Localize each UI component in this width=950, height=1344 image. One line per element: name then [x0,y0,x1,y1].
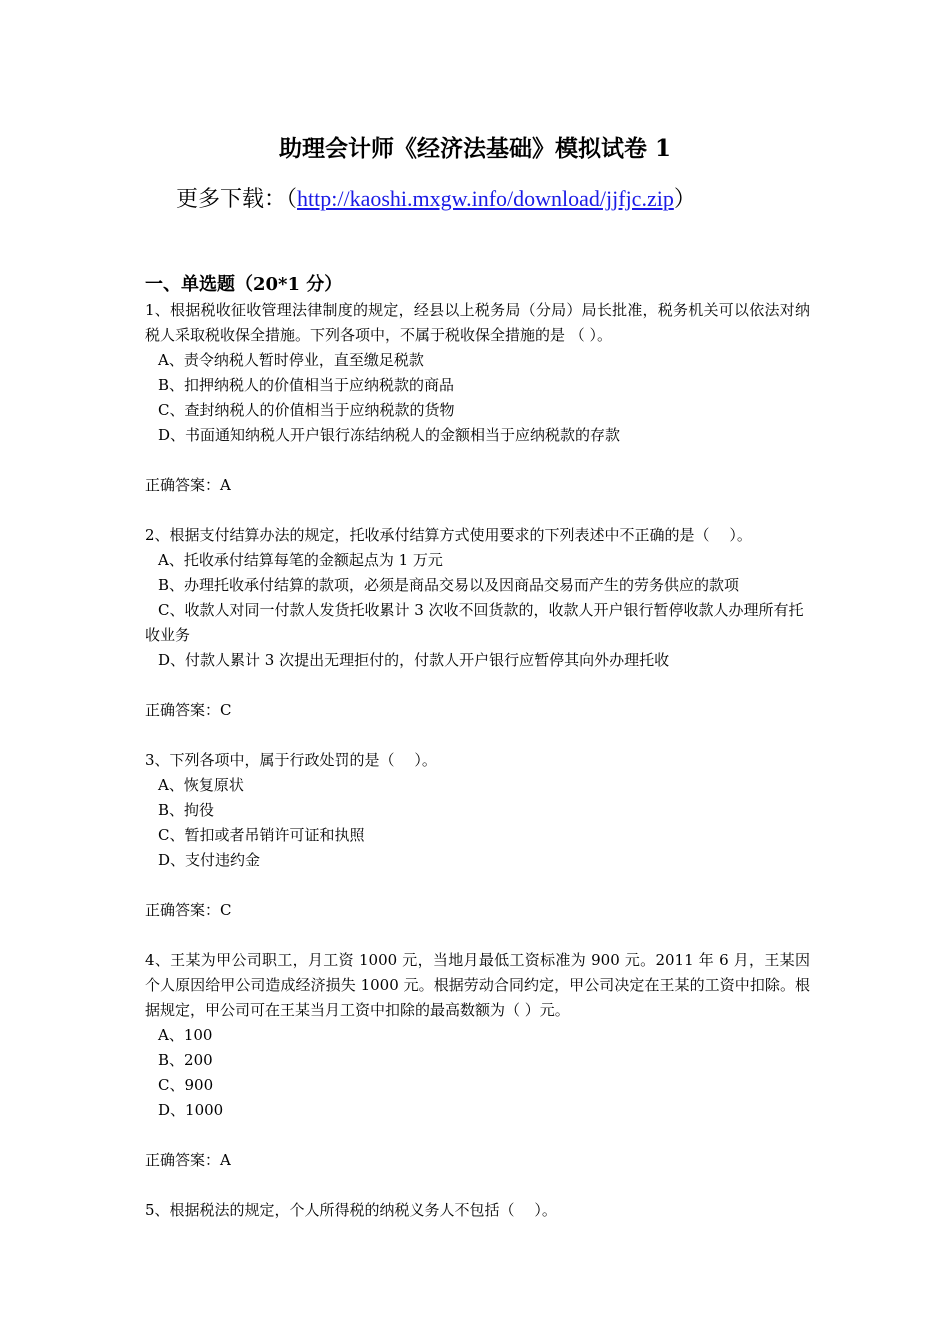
download-prefix: 更多下载：（ [176,187,298,212]
document-title: 助理会计师《经济法基础》模拟试卷 1 [278,135,671,162]
correct-answer: 正确答案：A [145,476,231,494]
option-c: C、查封纳税人的价值相当于应纳税款的货物 [158,401,455,419]
option-b: B、200 [158,1051,213,1069]
question-text: 3、下列各项中，属于行政处罚的是（ ）。 [145,751,437,769]
option-b: B、扣押纳税人的价值相当于应纳税款的商品 [158,376,455,394]
option-d: D、支付违约金 [158,851,261,869]
question-1 [145,298,810,498]
option-c: C、收款人对同一付款人发货托收累计 3 次收不回货款的，收款人开户银行暂停收款人办理所有托收业务 [145,601,804,644]
option-d: D、书面通知纳税人开户银行冻结纳税人的金额相当于应纳税款的存款 [158,426,621,444]
download-link[interactable]: http://kaoshi.mxgw.info/download/jjfjc.zip [297,186,674,211]
question-text: 2、根据支付结算办法的规定，托收承付结算方式使用要求的下列表述中不正确的是（ ）。 [145,526,752,544]
question-5 [145,1198,810,1223]
option-a: A、100 [158,1026,213,1044]
question-text: 1、根据税收征收管理法律制度的规定，经县以上税务局（分局）局长批准，税务机关可以依法对纳税人采取税收保全措施。下列各项中，不属于税收保全措施的是 （ ）。 [145,301,810,344]
question-list [145,298,810,1223]
question-text: 5、根据税法的规定，个人所得税的纳税义务人不包括（ ）。 [145,1201,557,1219]
option-c: C、暂扣或者吊销许可证和执照 [158,826,365,844]
correct-answer: 正确答案：A [145,1151,231,1169]
option-d: D、付款人累计 3 次提出无理拒付的，付款人开户银行应暂停其向外办理托收 [158,651,670,669]
option-b: B、拘役 [158,801,215,819]
option-a: A、责令纳税人暂时停业，直至缴足税款 [158,351,424,369]
download-suffix: ） [673,187,696,212]
question-4 [145,948,810,1173]
option-a: A、托收承付结算每笔的金额起点为 1 万元 [158,551,443,569]
question-2 [145,523,810,723]
option-b: B、办理托收承付结算的款项，必须是商品交易以及因商品交易而产生的劳务供应的款项 [158,576,740,594]
option-d: D、1000 [158,1101,224,1119]
correct-answer: 正确答案：C [145,901,232,919]
question-3 [145,748,810,923]
option-c: C、900 [158,1076,214,1094]
option-a: A、恢复原状 [158,776,244,794]
section-title: 一、单选题（20*1 分） [145,274,343,295]
download-line [176,183,696,216]
correct-answer: 正确答案：C [145,701,232,719]
question-text: 4、王某为甲公司职工，月工资 1000 元，当地月最低工资标准为 900 元。2011 年 6 月，王某因个人原因给甲公司造成经济损失 1000 元。根据劳动合同约定，甲公司决定在王某的工资中扣除。根据规定，甲公司可在王某当月工资中扣除的最高数额为（ ）元。 [145,951,810,1019]
